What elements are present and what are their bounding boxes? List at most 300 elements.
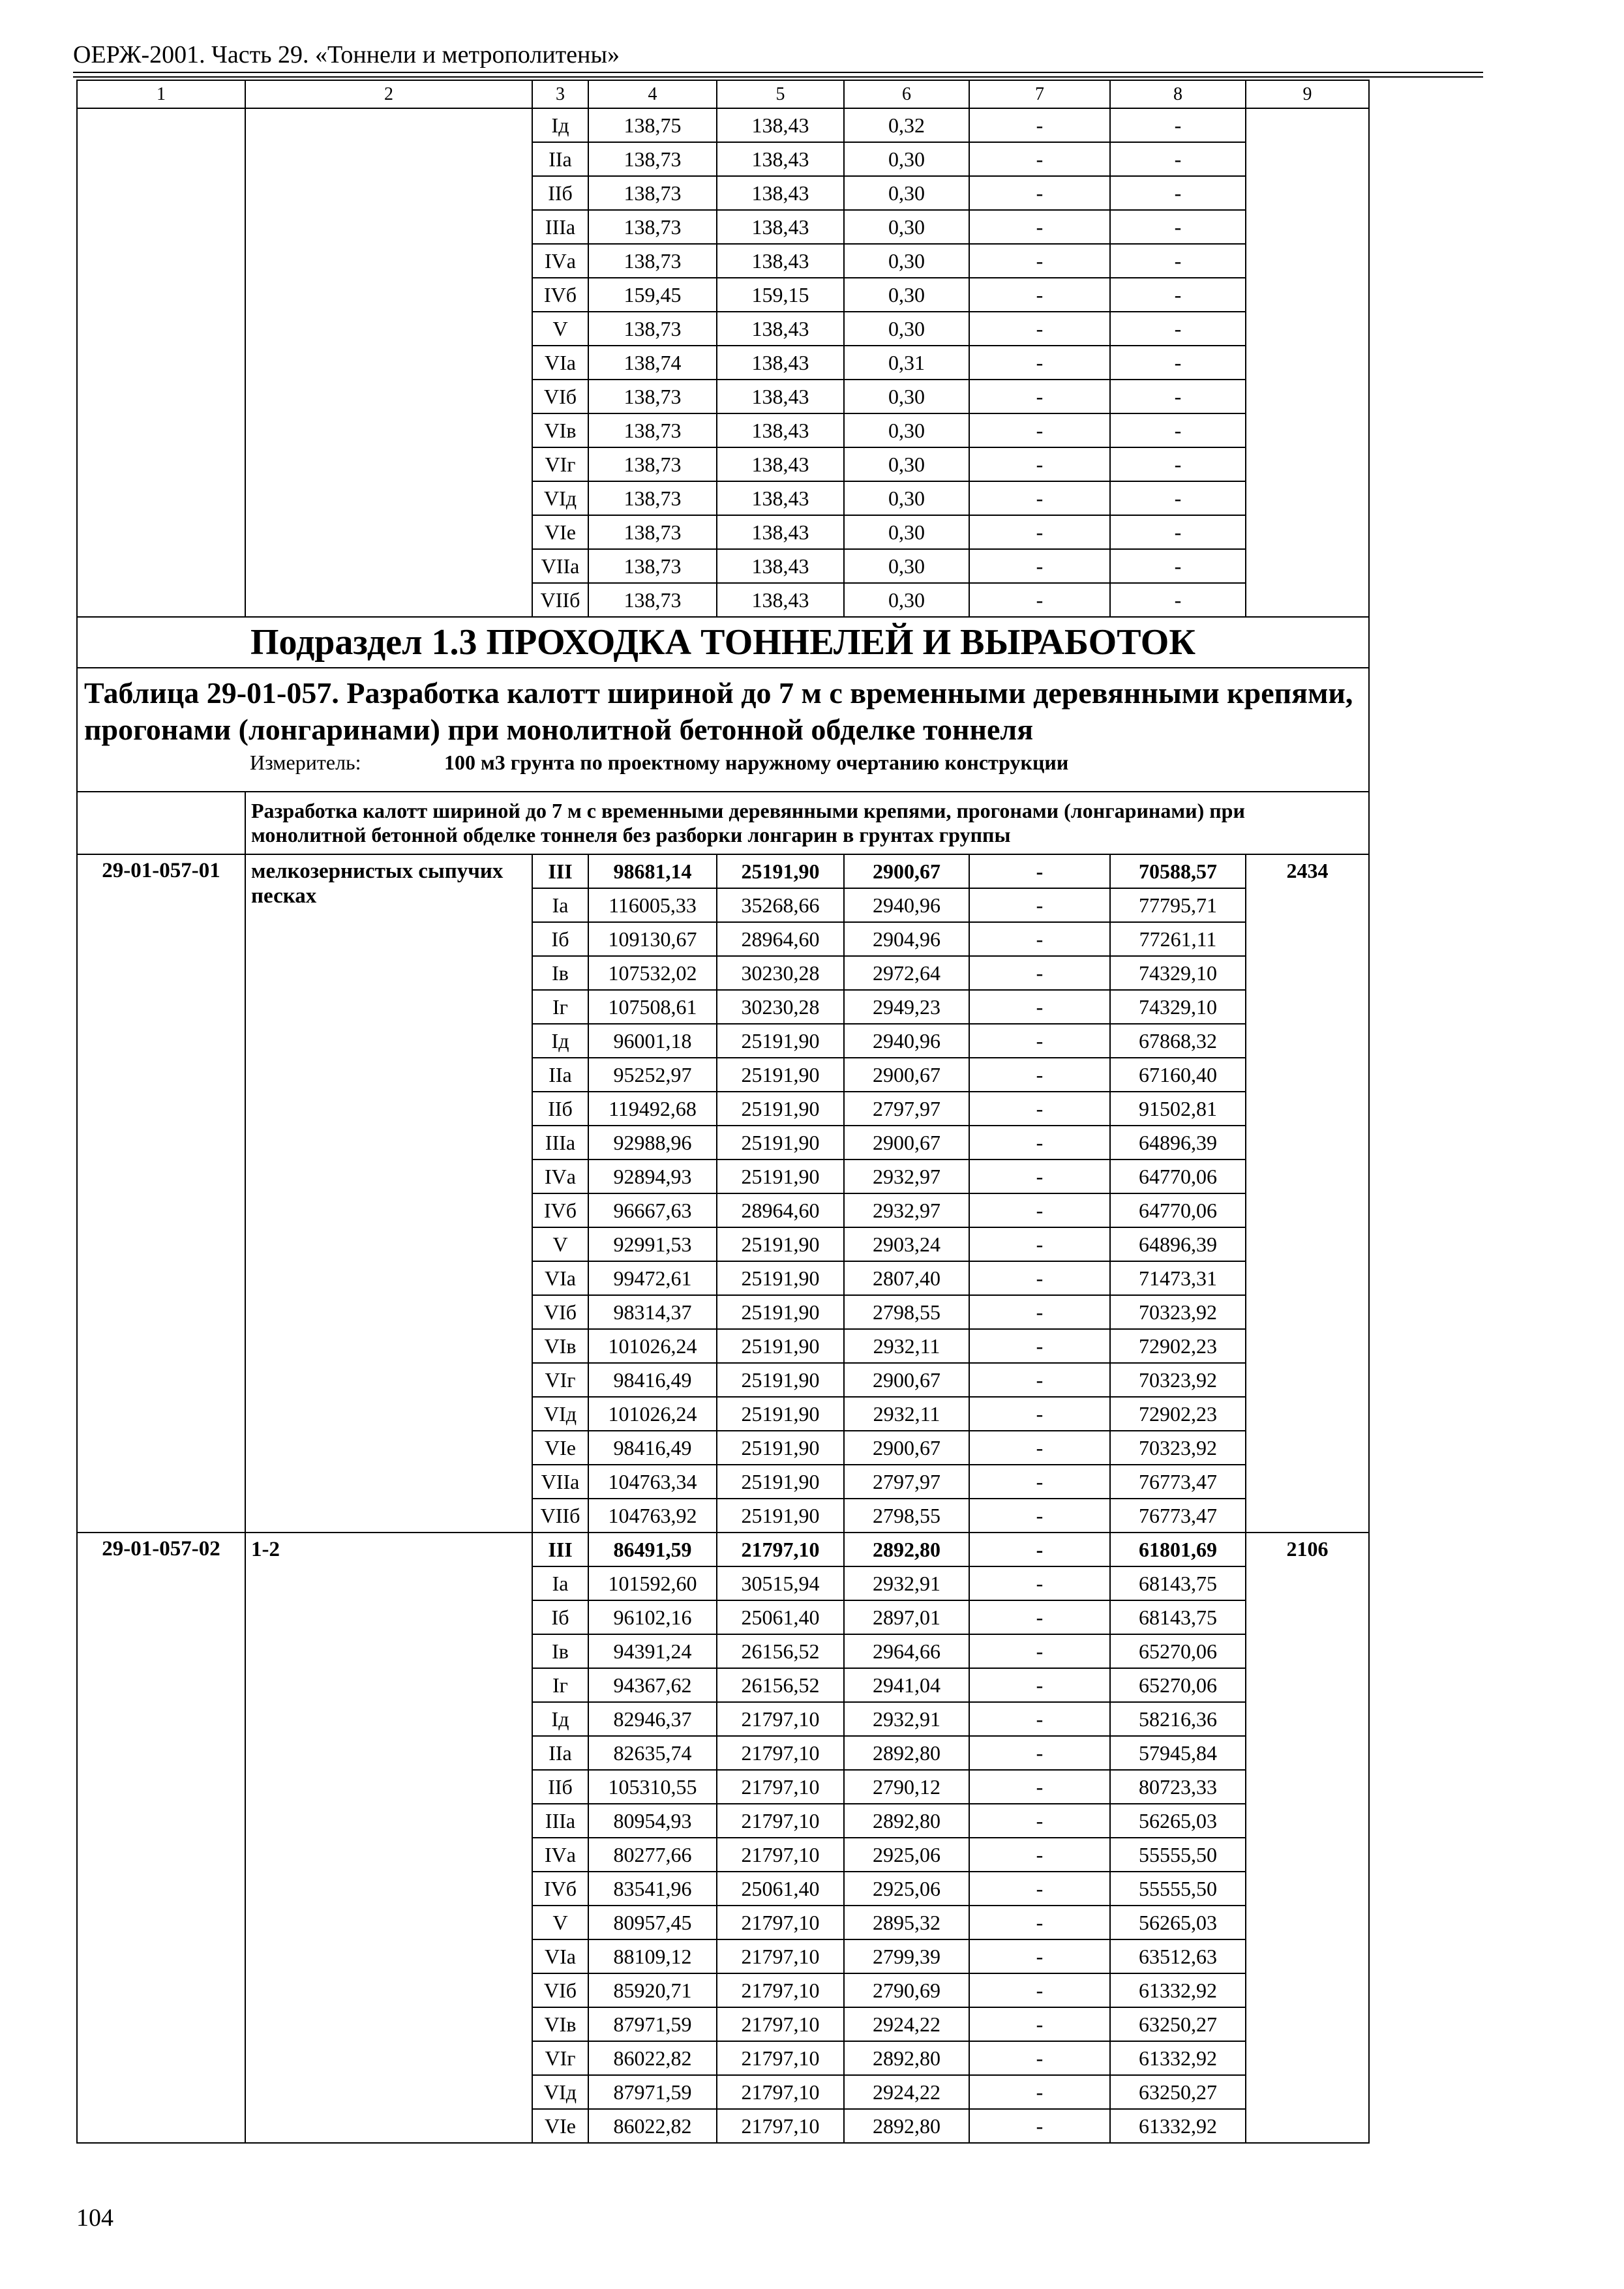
table-cell: 25191,90 [717,854,844,888]
table-cell: 92894,93 [588,1159,717,1193]
table-cell: 138,73 [588,142,717,176]
table-cell: 138,73 [588,413,717,447]
table-cell: - [969,1431,1110,1465]
table-cell: 0,30 [844,210,969,244]
table-cell: 2895,32 [844,1906,969,1939]
table-cell: 138,43 [717,515,844,549]
table-cell: 68143,75 [1110,1566,1246,1600]
table-cell: 94391,24 [588,1634,717,1668]
table-cell: - [969,1159,1110,1193]
table-cell: 138,43 [717,413,844,447]
table-cell: 2925,06 [844,1838,969,1872]
table-cell: 138,43 [717,142,844,176]
table-row [77,108,1369,142]
table-cell: 138,43 [717,447,844,481]
table-cell: 138,43 [717,380,844,413]
table-cell: 138,43 [717,549,844,583]
table-cell: 95252,97 [588,1058,717,1092]
table-cell: - [969,1227,1110,1261]
table-row [77,1533,1369,1566]
table-cell: V [532,1227,588,1261]
table-cell: 138,43 [717,346,844,380]
table-cell: 70323,92 [1110,1295,1246,1329]
table-cell: 138,73 [588,210,717,244]
table-cell: 30230,28 [717,990,844,1024]
table-cell: - [1110,278,1246,312]
table-cell: 71473,31 [1110,1261,1246,1295]
table-cell: 86022,82 [588,2109,717,2143]
table-cell: 138,73 [588,583,717,617]
subsection-title: Подраздел 1.3 ПРОХОДКА ТОННЕЛЕЙ И ВЫРАБОТОК [77,617,1369,668]
table-cell: 99472,61 [588,1261,717,1295]
table-cell: 21797,10 [717,2075,844,2109]
table-cell: IIб [532,1092,588,1126]
resource-value: 2434 [1246,854,1369,1533]
unit-line [84,749,1362,775]
table-cell: 70323,92 [1110,1431,1246,1465]
table-cell: 25191,90 [717,1295,844,1329]
table-cell: 61332,92 [1110,1973,1246,2007]
table-cell: 2798,55 [844,1499,969,1533]
table-cell: 107532,02 [588,956,717,990]
table-cell: 2932,11 [844,1397,969,1431]
table-cell: - [969,1906,1110,1939]
table-cell: 101592,60 [588,1566,717,1600]
table-cell: - [969,1533,1110,1566]
table-cell: VIд [532,2075,588,2109]
table-cell: 25191,90 [717,1261,844,1295]
table-cell: 80954,93 [588,1804,717,1838]
table-cell: 138,43 [717,244,844,278]
table-cell: 21797,10 [717,1973,844,2007]
table-cell: 2897,01 [844,1600,969,1634]
table-cell: - [969,1566,1110,1600]
table-cell: 2892,80 [844,2109,969,2143]
table-cell: - [969,1363,1110,1397]
table-row [77,854,1369,888]
table-cell: 26156,52 [717,1634,844,1668]
column-number: 4 [588,80,717,108]
table-cell: IIа [532,1736,588,1770]
table-cell: 138,73 [588,549,717,583]
table-cell: VIг [532,1363,588,1397]
table-cell: - [969,1261,1110,1295]
table-cell: 105310,55 [588,1770,717,1804]
table-cell: IIа [532,142,588,176]
table-cell: 2932,91 [844,1566,969,1600]
table-cell: 82946,37 [588,1702,717,1736]
table-cell: - [969,1872,1110,1906]
table-cell: Iб [532,922,588,956]
table-cell: - [969,1329,1110,1363]
table-cell: 25061,40 [717,1600,844,1634]
running-header: ОЕРЖ-2001. Часть 29. «Тоннели и метрополитены» [73,41,620,68]
table-cell: 2925,06 [844,1872,969,1906]
table-cell: 67160,40 [1110,1058,1246,1092]
page-number: 104 [76,2204,113,2232]
table-cell: 25191,90 [717,1363,844,1397]
column-number: 1 [77,80,245,108]
table-cell: - [969,515,1110,549]
table-cell: 96001,18 [588,1024,717,1058]
table-cell: 28964,60 [717,922,844,956]
table-cell: 72902,23 [1110,1397,1246,1431]
table-cell: 74329,10 [1110,956,1246,990]
table-cell: 98416,49 [588,1363,717,1397]
table-cell: VIе [532,1431,588,1465]
table-cell: - [969,2041,1110,2075]
rate-code: 29-01-057-02 [77,1533,245,2143]
table-cell: 77261,11 [1110,922,1246,956]
table-cell: - [969,1634,1110,1668]
table-cell: 21797,10 [717,2041,844,2075]
rates-table [76,80,1370,2144]
table-cell: 2903,24 [844,1227,969,1261]
table-cell: 65270,06 [1110,1634,1246,1668]
table-cell: 61332,92 [1110,2041,1246,2075]
table-cell: - [969,1804,1110,1838]
table-cell: IIIа [532,1804,588,1838]
table-title: Таблица 29-01-057. Разработка калотт шириной до 7 м с временными деревянными крепями, прогонами (лонгаринами) при монолитной бетонной обделке тоннеля [84,676,1353,746]
table-cell: - [969,1092,1110,1126]
table-cell: - [969,1939,1110,1973]
table-cell: 63512,63 [1110,1939,1246,1973]
table-cell: 56265,03 [1110,1804,1246,1838]
table-cell: 64770,06 [1110,1193,1246,1227]
table-cell: - [1110,549,1246,583]
table-cell: 2940,96 [844,1024,969,1058]
table-cell: 61801,69 [1110,1533,1246,1566]
table-cell: 0,30 [844,142,969,176]
table-cell: Iд [532,1024,588,1058]
table-cell: 61332,92 [1110,2109,1246,2143]
table-cell: - [969,1024,1110,1058]
table-cell: 28964,60 [717,1193,844,1227]
table-cell: - [969,1295,1110,1329]
table-cell: 138,73 [588,481,717,515]
table-cell: 104763,92 [588,1499,717,1533]
table-cell: 25191,90 [717,1329,844,1363]
table-cell: IVа [532,1159,588,1193]
table-cell: - [969,2109,1110,2143]
table-cell: 2924,22 [844,2075,969,2109]
table-cell: - [969,990,1110,1024]
table-cell: 57945,84 [1110,1736,1246,1770]
table-cell: VIе [532,515,588,549]
table-cell: 21797,10 [717,1702,844,1736]
group-header-spacer [77,792,245,854]
table-cell: Iа [532,888,588,922]
table-cell: 96667,63 [588,1193,717,1227]
table-cell: 87971,59 [588,2075,717,2109]
table-cell: IIа [532,1058,588,1092]
table-cell: - [969,108,1110,142]
table-cell: 64896,39 [1110,1227,1246,1261]
table-cell: VIIа [532,1465,588,1499]
table-cell: - [969,1973,1110,2007]
table-cell: 21797,10 [717,1939,844,1973]
table-body [77,80,1369,2143]
table-cell: IIб [532,176,588,210]
table-cell: 58216,36 [1110,1702,1246,1736]
table-cell: 65270,06 [1110,1668,1246,1702]
table-cell: VIв [532,1329,588,1363]
table-cell: - [1110,481,1246,515]
table-cell: IIб [532,1770,588,1804]
table-cell: 92988,96 [588,1126,717,1159]
table-cell: 21797,10 [717,1838,844,1872]
table-cell: - [969,1126,1110,1159]
table-cell: - [969,1058,1110,1092]
table-cell: - [969,922,1110,956]
table-cell: 0,30 [844,278,969,312]
table-cell: V [532,1906,588,1939]
table-cell: VIв [532,2007,588,2041]
table-cell: 2940,96 [844,888,969,922]
table-cell: 98416,49 [588,1431,717,1465]
table-cell: 0,30 [844,447,969,481]
table-cell: - [969,380,1110,413]
table-cell: - [1110,515,1246,549]
table-cell: IVа [532,1838,588,1872]
table-cell: 2904,96 [844,922,969,956]
table-cell: 86022,82 [588,2041,717,2075]
table-cell: 0,30 [844,549,969,583]
table-cell: 138,43 [717,583,844,617]
table-cell: 77795,71 [1110,888,1246,922]
table-cell: 0,30 [844,244,969,278]
table-cell: - [969,888,1110,922]
table-cell: 25191,90 [717,1092,844,1126]
table-cell: - [969,1668,1110,1702]
column-number: 6 [844,80,969,108]
table-cell: VIб [532,1973,588,2007]
table-cell: 2972,64 [844,956,969,990]
table-cell: VIа [532,346,588,380]
table-cell: 86491,59 [588,1533,717,1566]
table-cell: 91502,81 [1110,1092,1246,1126]
table-cell: 2932,97 [844,1159,969,1193]
table-cell: Iг [532,1668,588,1702]
table-cell: - [969,2007,1110,2041]
table-cell: - [969,956,1110,990]
column-number-row [77,80,1369,108]
table-cell: 2932,11 [844,1329,969,1363]
table-cell: 138,74 [588,346,717,380]
group-header: Разработка калотт шириной до 7 м с временными деревянными крепями, прогонами (лонгаринами) при монолитной бетонной обделке тоннеля без разборки лонгарин в грунтах группы [245,792,1369,854]
table-cell: 2892,80 [844,1533,969,1566]
table-cell: 25191,90 [717,1159,844,1193]
table-cell: 2807,40 [844,1261,969,1295]
table-cell: 82635,74 [588,1736,717,1770]
table-cell: 70588,57 [1110,854,1246,888]
table-cell: - [969,481,1110,515]
table-cell: 2799,39 [844,1939,969,1973]
table-cell: - [969,1736,1110,1770]
table-cell: 88109,12 [588,1939,717,1973]
table-cell: 21797,10 [717,1736,844,1770]
table-cell: - [969,346,1110,380]
table-cell: 72902,23 [1110,1329,1246,1363]
table-cell: - [969,413,1110,447]
table-cell: 74329,10 [1110,990,1246,1024]
table-cell: IVб [532,278,588,312]
table-cell: - [969,1770,1110,1804]
table-cell: 98681,14 [588,854,717,888]
table-cell: 26156,52 [717,1668,844,1702]
table-cell: Iв [532,956,588,990]
table-cell: - [969,1702,1110,1736]
table-cell: 2900,67 [844,1363,969,1397]
table-cell: 2790,69 [844,1973,969,2007]
table-cell: VIд [532,1397,588,1431]
subsection-row [77,617,1369,668]
table-cell: IIIа [532,210,588,244]
table-cell: 138,73 [588,515,717,549]
table-cell: 21797,10 [717,1804,844,1838]
table-cell: 138,73 [588,176,717,210]
table-cell: 25191,90 [717,1126,844,1159]
table-cell: 138,43 [717,210,844,244]
table-cell: - [1110,244,1246,278]
table-title-block [77,668,1369,792]
table-cell: 56265,03 [1110,1906,1246,1939]
table-cell: 138,73 [588,244,717,278]
work-description: 1-2 [245,1533,532,2143]
rate-code: 29-01-057-01 [77,854,245,1533]
table-cell: 64896,39 [1110,1126,1246,1159]
table-cell: 63250,27 [1110,2007,1246,2041]
table-cell: - [969,549,1110,583]
table-cell: 21797,10 [717,1770,844,1804]
table-cell: - [969,1838,1110,1872]
table-cell: 116005,33 [588,888,717,922]
table-cell: 25191,90 [717,1227,844,1261]
column-number: 5 [717,80,844,108]
table-cell: 25191,90 [717,1431,844,1465]
table-cell: - [1110,413,1246,447]
table-cell: VIв [532,413,588,447]
table-cell: 138,73 [588,312,717,346]
table-cell: 25191,90 [717,1058,844,1092]
table-cell: 25191,90 [717,1397,844,1431]
header-rule [73,76,1483,78]
table-cell: 68143,75 [1110,1600,1246,1634]
table-cell: 2964,66 [844,1634,969,1668]
table-cell: 92991,53 [588,1227,717,1261]
table-cell: 80277,66 [588,1838,717,1872]
table-cell: 107508,61 [588,990,717,1024]
table-cell: 25191,90 [717,1499,844,1533]
column-number: 3 [532,80,588,108]
table-cell: 159,45 [588,278,717,312]
table-cell: 67868,32 [1110,1024,1246,1058]
table-cell: - [969,1193,1110,1227]
table-cell: 2892,80 [844,1804,969,1838]
table-cell: 2900,67 [844,1431,969,1465]
table-cell: - [1110,142,1246,176]
table-cell: - [969,312,1110,346]
table-cell: VIе [532,2109,588,2143]
table-cell: - [1110,210,1246,244]
table-cell: IVа [532,244,588,278]
table-cell: 63250,27 [1110,2075,1246,2109]
table-cell: 25191,90 [717,1465,844,1499]
table-cell: VIIб [532,1499,588,1533]
table-cell: 80723,33 [1110,1770,1246,1804]
column-number: 8 [1110,80,1246,108]
table-cell: VIб [532,1295,588,1329]
table-cell: 2941,04 [844,1668,969,1702]
column-number: 9 [1246,80,1369,108]
table-cell: 55555,50 [1110,1838,1246,1872]
table-cell: - [1110,380,1246,413]
table-cell: - [1110,346,1246,380]
table-cell: 76773,47 [1110,1465,1246,1499]
table-cell: - [1110,583,1246,617]
table-cell: VIг [532,447,588,481]
table-cell: - [969,278,1110,312]
table-cell: - [1110,108,1246,142]
table-cell: VIIа [532,549,588,583]
desc-cell-empty [245,108,532,617]
table-cell: Iв [532,1634,588,1668]
table-cell: 70323,92 [1110,1363,1246,1397]
table-cell: 0,30 [844,515,969,549]
table-cell: VIа [532,1939,588,1973]
table-cell: 25061,40 [717,1872,844,1906]
resource-value: 2106 [1246,1533,1369,2143]
unit-value: 100 м3 грунта по проектному наружному очертанию конструкции [444,751,1069,774]
table-cell: 101026,24 [588,1397,717,1431]
table-cell: 83541,96 [588,1872,717,1906]
table-cell: 96102,16 [588,1600,717,1634]
table-cell: V [532,312,588,346]
table-cell: 138,43 [717,481,844,515]
table-cell: 2892,80 [844,2041,969,2075]
table-cell: Iд [532,108,588,142]
table-cell: 2900,67 [844,854,969,888]
table-cell: VIб [532,380,588,413]
unit-label: Измеритель: [250,751,361,774]
table-cell: 21797,10 [717,1533,844,1566]
table-cell: 64770,06 [1110,1159,1246,1193]
table-cell: 80957,45 [588,1906,717,1939]
table-cell: 0,30 [844,312,969,346]
header-rule [73,72,1483,73]
resource-cell-empty [1246,108,1369,617]
table-cell: - [1110,447,1246,481]
table-cell: 2797,97 [844,1465,969,1499]
table-cell: - [969,447,1110,481]
table-cell: 0,30 [844,481,969,515]
table-cell: 87971,59 [588,2007,717,2041]
table-cell: 35268,66 [717,888,844,922]
table-cell: - [969,583,1110,617]
table-cell: 104763,34 [588,1465,717,1499]
table-cell: 138,73 [588,380,717,413]
table-cell: - [969,2075,1110,2109]
table-cell: 2932,97 [844,1193,969,1227]
table-cell: 0,30 [844,380,969,413]
table-cell: 0,30 [844,413,969,447]
table-cell: 94367,62 [588,1668,717,1702]
table-cell: 0,30 [844,583,969,617]
table-cell: - [969,176,1110,210]
table-cell: Iг [532,990,588,1024]
table-cell: 2892,80 [844,1736,969,1770]
table-cell: 2900,67 [844,1126,969,1159]
